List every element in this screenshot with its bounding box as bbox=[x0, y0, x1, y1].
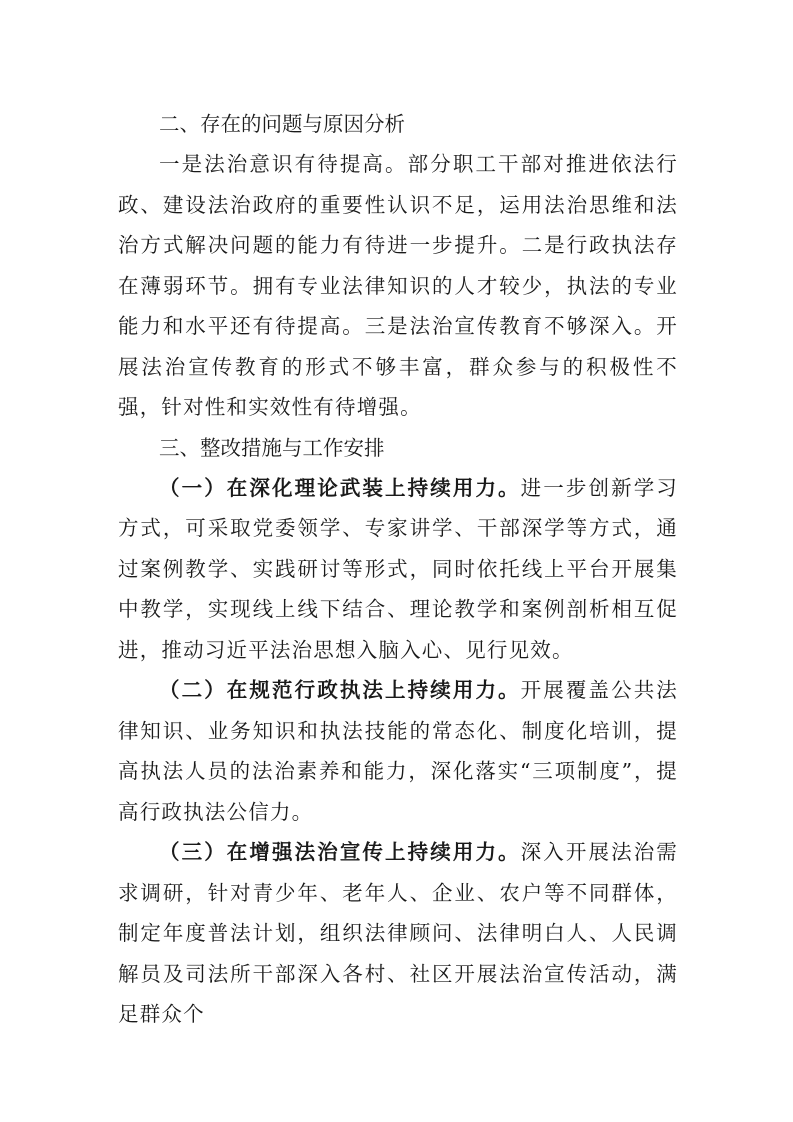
measure-item-1-text: 进一步创新学习方式，可采取党委领学、专家讲学、干部深学等方式，通过案例教学、实践研讨等形式，同时依托线上平台开展集中教学，实现线上线下结合、理论教学和案例剖析相互促进，推动习近平法治思想入脑入心、见行见效。 bbox=[118, 475, 678, 662]
measure-item-1-lead: （一）在深化理论武装上持续用力。 bbox=[159, 475, 521, 500]
document-body bbox=[118, 104, 678, 1035]
section-heading-problems: 二、存在的问题与原因分析 bbox=[159, 112, 405, 136]
measure-item-3 bbox=[118, 832, 678, 1035]
measure-item-2-lead: （二）在规范行政执法上持续用力。 bbox=[159, 678, 521, 702]
section-heading-measures: 三、整改措施与工作安排 bbox=[159, 435, 385, 460]
measure-item-2-text: 开展覆盖公共法律知识、业务知识和执法技能的常态化、制度化培训，提高执法人员的法治素养和能力，深化落实“三项制度”，提高行政执法公信力。 bbox=[118, 678, 678, 824]
measure-item-2 bbox=[118, 670, 678, 832]
measure-item-3-lead: （三）在增强法治宣传上持续用力。 bbox=[159, 840, 521, 864]
problems-paragraph: 一是法治意识有待提高。部分职工干部对推进依法行政、建设法治政府的重要性认识不足，运用法治思维和法治方式解决问题的能力有待进一步提升。二是行政执法存在薄弱环节。拥有专业法律知识的人才较少，执法的专业能力和水平还有待提高。三是法治宣传教育不够深入。开展法治宣传教育的形式不够丰富，群众参与的积极性不强，针对性和实效性有待增强。 bbox=[118, 152, 678, 419]
measure-item-1 bbox=[118, 468, 678, 671]
measure-item-3-text: 深入开展法治需求调研，针对青少年、老年人、企业、农户等不同群体，制定年度普法计划，组织法律顾问、法律明白人、人民调解员及司法所干部深入各村、社区开展法治宣传活动，满足群众个 bbox=[118, 840, 678, 1026]
